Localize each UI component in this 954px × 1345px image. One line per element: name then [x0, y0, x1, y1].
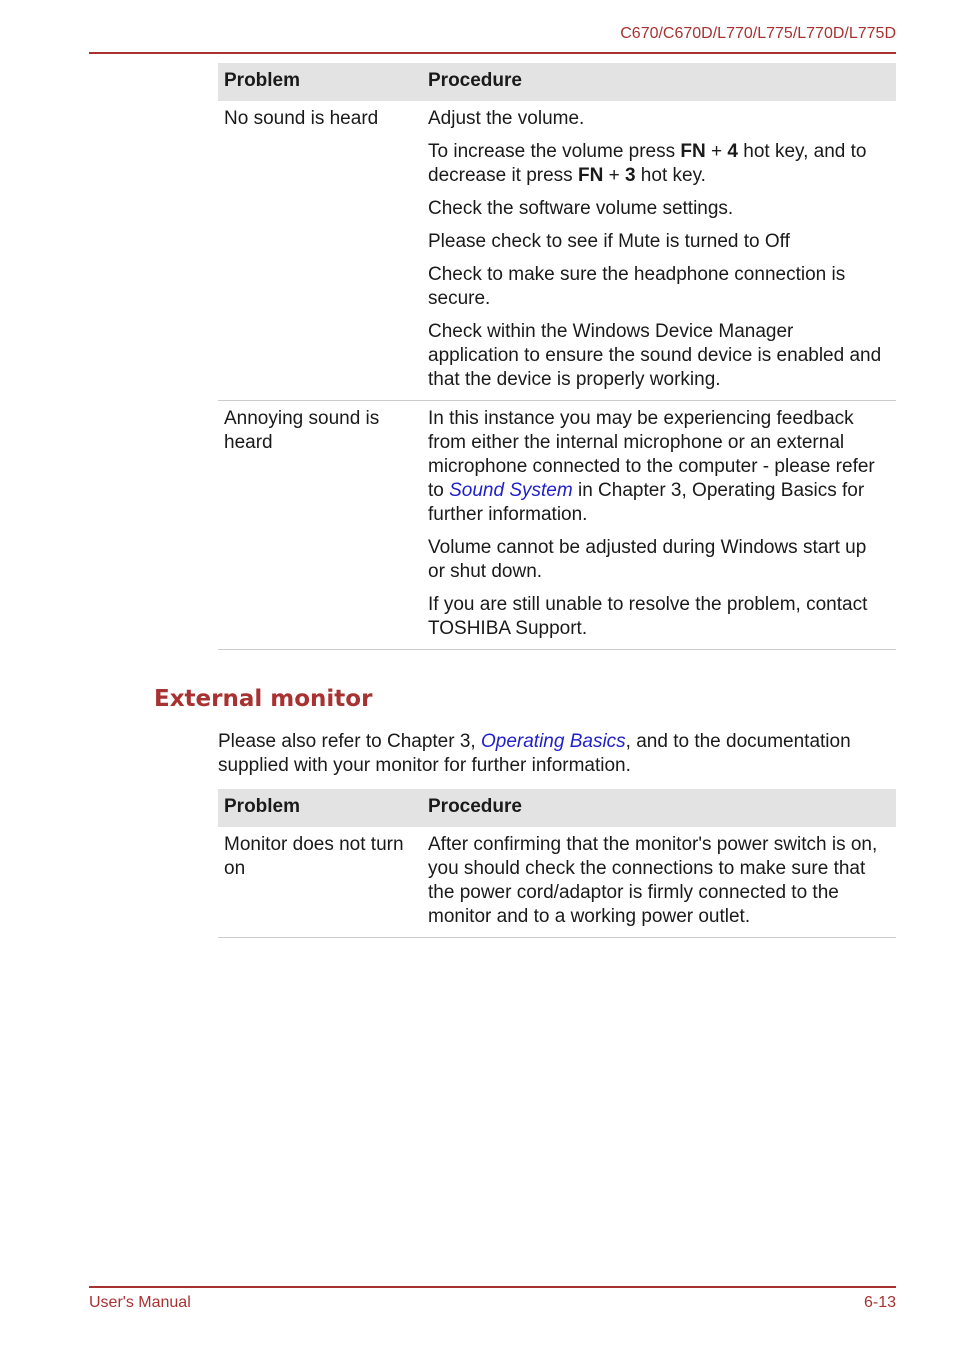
table-row [218, 827, 896, 938]
procedure-step: To increase the volume press FN + 4 hot key, and to decrease it press FN + 3 hot key. [428, 141, 867, 186]
footer-divider [89, 1286, 896, 1288]
procedure-cell [422, 401, 896, 650]
procedure-step: Check the software volume settings. [428, 198, 734, 219]
column-header-procedure: Procedure [422, 63, 896, 101]
sound-troubleshooting-table [218, 63, 896, 650]
sound-system-link[interactable]: Sound System [449, 480, 573, 501]
table-row [218, 101, 896, 401]
table-header-row [218, 789, 896, 827]
problem-cell: No sound is heard [218, 101, 422, 401]
procedure-step: In this instance you may be experiencing feedback from either the internal microphone or an external microphone connected to the computer - please refer to Sound System in Chapter 3, Operating Basics for further information. [428, 408, 875, 525]
operating-basics-link[interactable]: Operating Basics [480, 731, 626, 752]
hotkey: FN [680, 141, 706, 162]
procedure-step: If you are still unable to resolve the problem, contact TOSHIBA Support. [428, 594, 868, 639]
section-intro: Please also refer to Chapter 3, Operating Basics, and to the documentation supplied with your monitor for further information. [218, 731, 851, 776]
section-heading: External monitor [154, 686, 373, 712]
hotkey: 4 [727, 141, 738, 162]
column-header-procedure: Procedure [422, 789, 896, 827]
procedure-step: After confirming that the monitor's power switch is on, you should check the connections to make sure that the power cord/adaptor is firmly connected to the monitor and to a working power outlet. [428, 834, 878, 927]
procedure-cell [422, 101, 896, 401]
header-divider [89, 52, 896, 54]
procedure-step: Check to make sure the headphone connection is secure. [428, 264, 846, 309]
problem-cell: Annoying sound is heard [218, 401, 422, 650]
procedure-step: Volume cannot be adjusted during Windows start up or shut down. [428, 537, 867, 582]
hotkey: FN [577, 165, 604, 186]
table-header-row [218, 63, 896, 101]
procedure-step: Please check to see if Mute is turned to Off [428, 231, 790, 252]
column-header-problem: Problem [218, 63, 422, 101]
procedure-step: Check within the Windows Device Manager application to ensure the sound device is enabled and that the device is properly working. [428, 321, 882, 390]
page-number: 6-13 [863, 1294, 896, 1311]
footer-manual-title: User's Manual [89, 1294, 191, 1311]
problem-cell: Monitor does not turn on [218, 827, 422, 938]
monitor-troubleshooting-table [218, 789, 896, 938]
column-header-problem: Problem [218, 789, 422, 827]
procedure-step: Adjust the volume. [428, 108, 585, 129]
table-row [218, 401, 896, 650]
document-header-model: C670/C670D/L770/L775/L770D/L775D [620, 25, 896, 42]
procedure-cell [422, 827, 896, 938]
hotkey: 3 [624, 165, 636, 186]
